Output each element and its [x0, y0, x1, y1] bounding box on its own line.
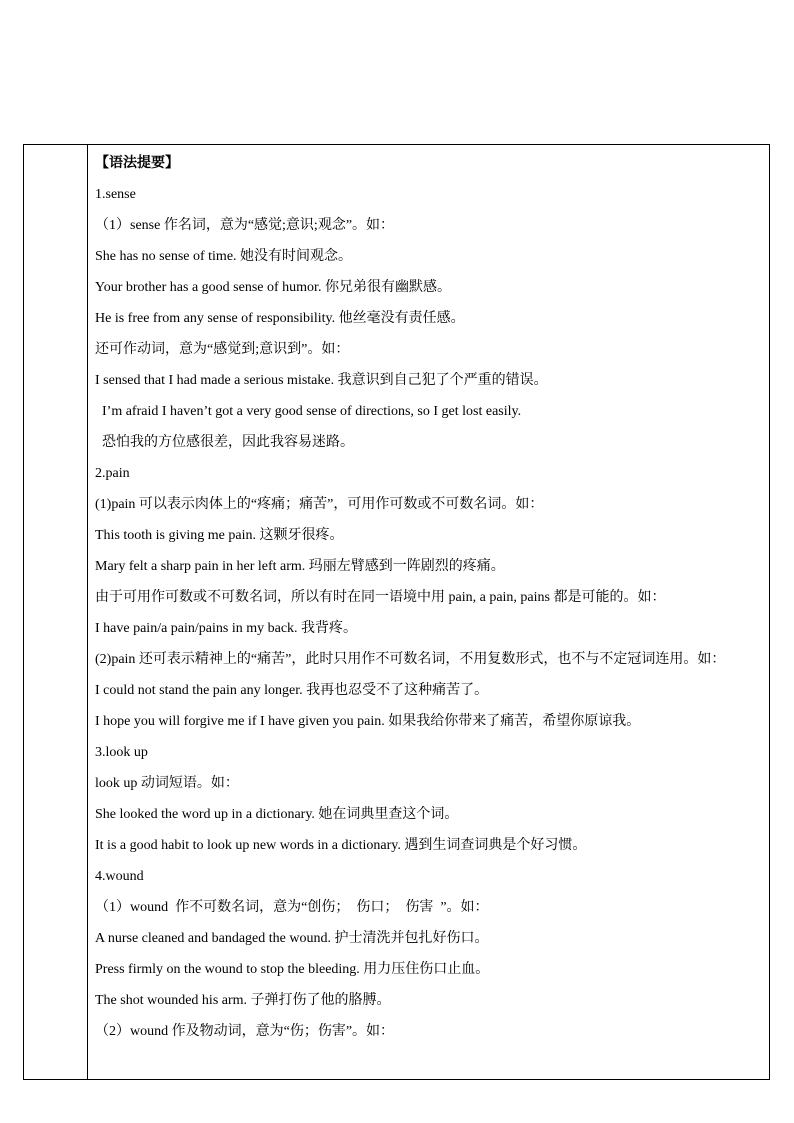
example-sentence: Mary felt a sharp pain in her left arm. 玛丽左臂感到一阵剧烈的疼痛。 [95, 559, 505, 574]
example-sentence: I could not stand the pain any longer. 我再也忍受不了这种痛苦了。 [95, 683, 489, 698]
text-line: （1）sense 作名词，意为“感觉;意识;观念”。如： [95, 218, 395, 233]
example-sentence: Your brother has a good sense of humor. 你兄弟很有幽默感。 [95, 280, 451, 295]
example-sentence: I sensed that I had made a serious mistake. 我意识到自己犯了个严重的错误。 [95, 373, 548, 388]
example-sentence: I’m afraid I haven’t got a very good sense of directions, so I get lost easily. [95, 404, 522, 419]
text-line: （1）wound 作不可数名词，意为“创伤； 伤口； 伤害 ”。如： [95, 900, 489, 915]
text-line: 还可作动词，意为“感觉到;意识到”。如： [95, 342, 350, 357]
example-sentence: I have pain/a pain/pains in my back. 我背疼。 [95, 621, 358, 636]
example-sentence: She looked the word up in a dictionary. 她在词典里查这个词。 [95, 807, 459, 822]
example-sentence: He is free from any sense of responsibility. 他丝毫没有责任感。 [95, 311, 465, 326]
text-line: (1)pain 可以表示肉体上的“疼痛；痛苦”，可用作可数或不可数名词。如： [95, 497, 544, 512]
text-line: 由于可用作可数或不可数名词，所以有时在同一语境中用 pain, a pain, pains 都是可能的。如： [95, 590, 666, 605]
notes-table [23, 144, 770, 1080]
example-sentence: I hope you will forgive me if I have given you pain. 如果我给你带来了痛苦，希望你原谅我。 [95, 714, 641, 729]
item-title: 2.pain [95, 466, 130, 481]
example-sentence: This tooth is giving me pain. 这颗牙很疼。 [95, 528, 344, 543]
grammar-notes-cell [88, 145, 769, 1079]
table-left-column [24, 145, 88, 1079]
section-heading: 【语法提要】 [95, 156, 179, 171]
item-title: 1.sense [95, 187, 136, 202]
item-title: 4.wound [95, 869, 144, 884]
text-line: （2）wound 作及物动词，意为“伤；伤害”。如： [95, 1024, 395, 1039]
example-sentence: It is a good habit to look up new words in a dictionary. 遇到生词查词典是个好习惯。 [95, 838, 587, 853]
example-sentence: Press firmly on the wound to stop the bleeding. 用力压住伤口止血。 [95, 962, 490, 977]
example-translation: 恐怕我的方位感很差，因此我容易迷路。 [95, 435, 354, 450]
text-line: look up 动词短语。如： [95, 776, 239, 791]
item-title: 3.look up [95, 745, 148, 760]
text-paragraph: (2)pain 还可表示精神上的“痛苦”，此时只用作不可数名词，不用复数形式，也不与不定冠词连用。如： [95, 652, 726, 667]
example-sentence: She has no sense of time. 她没有时间观念。 [95, 249, 353, 264]
example-sentence: The shot wounded his arm. 子弹打伤了他的胳膊。 [95, 993, 391, 1008]
example-sentence: A nurse cleaned and bandaged the wound. 护士清洗并包扎好伤口。 [95, 931, 489, 946]
